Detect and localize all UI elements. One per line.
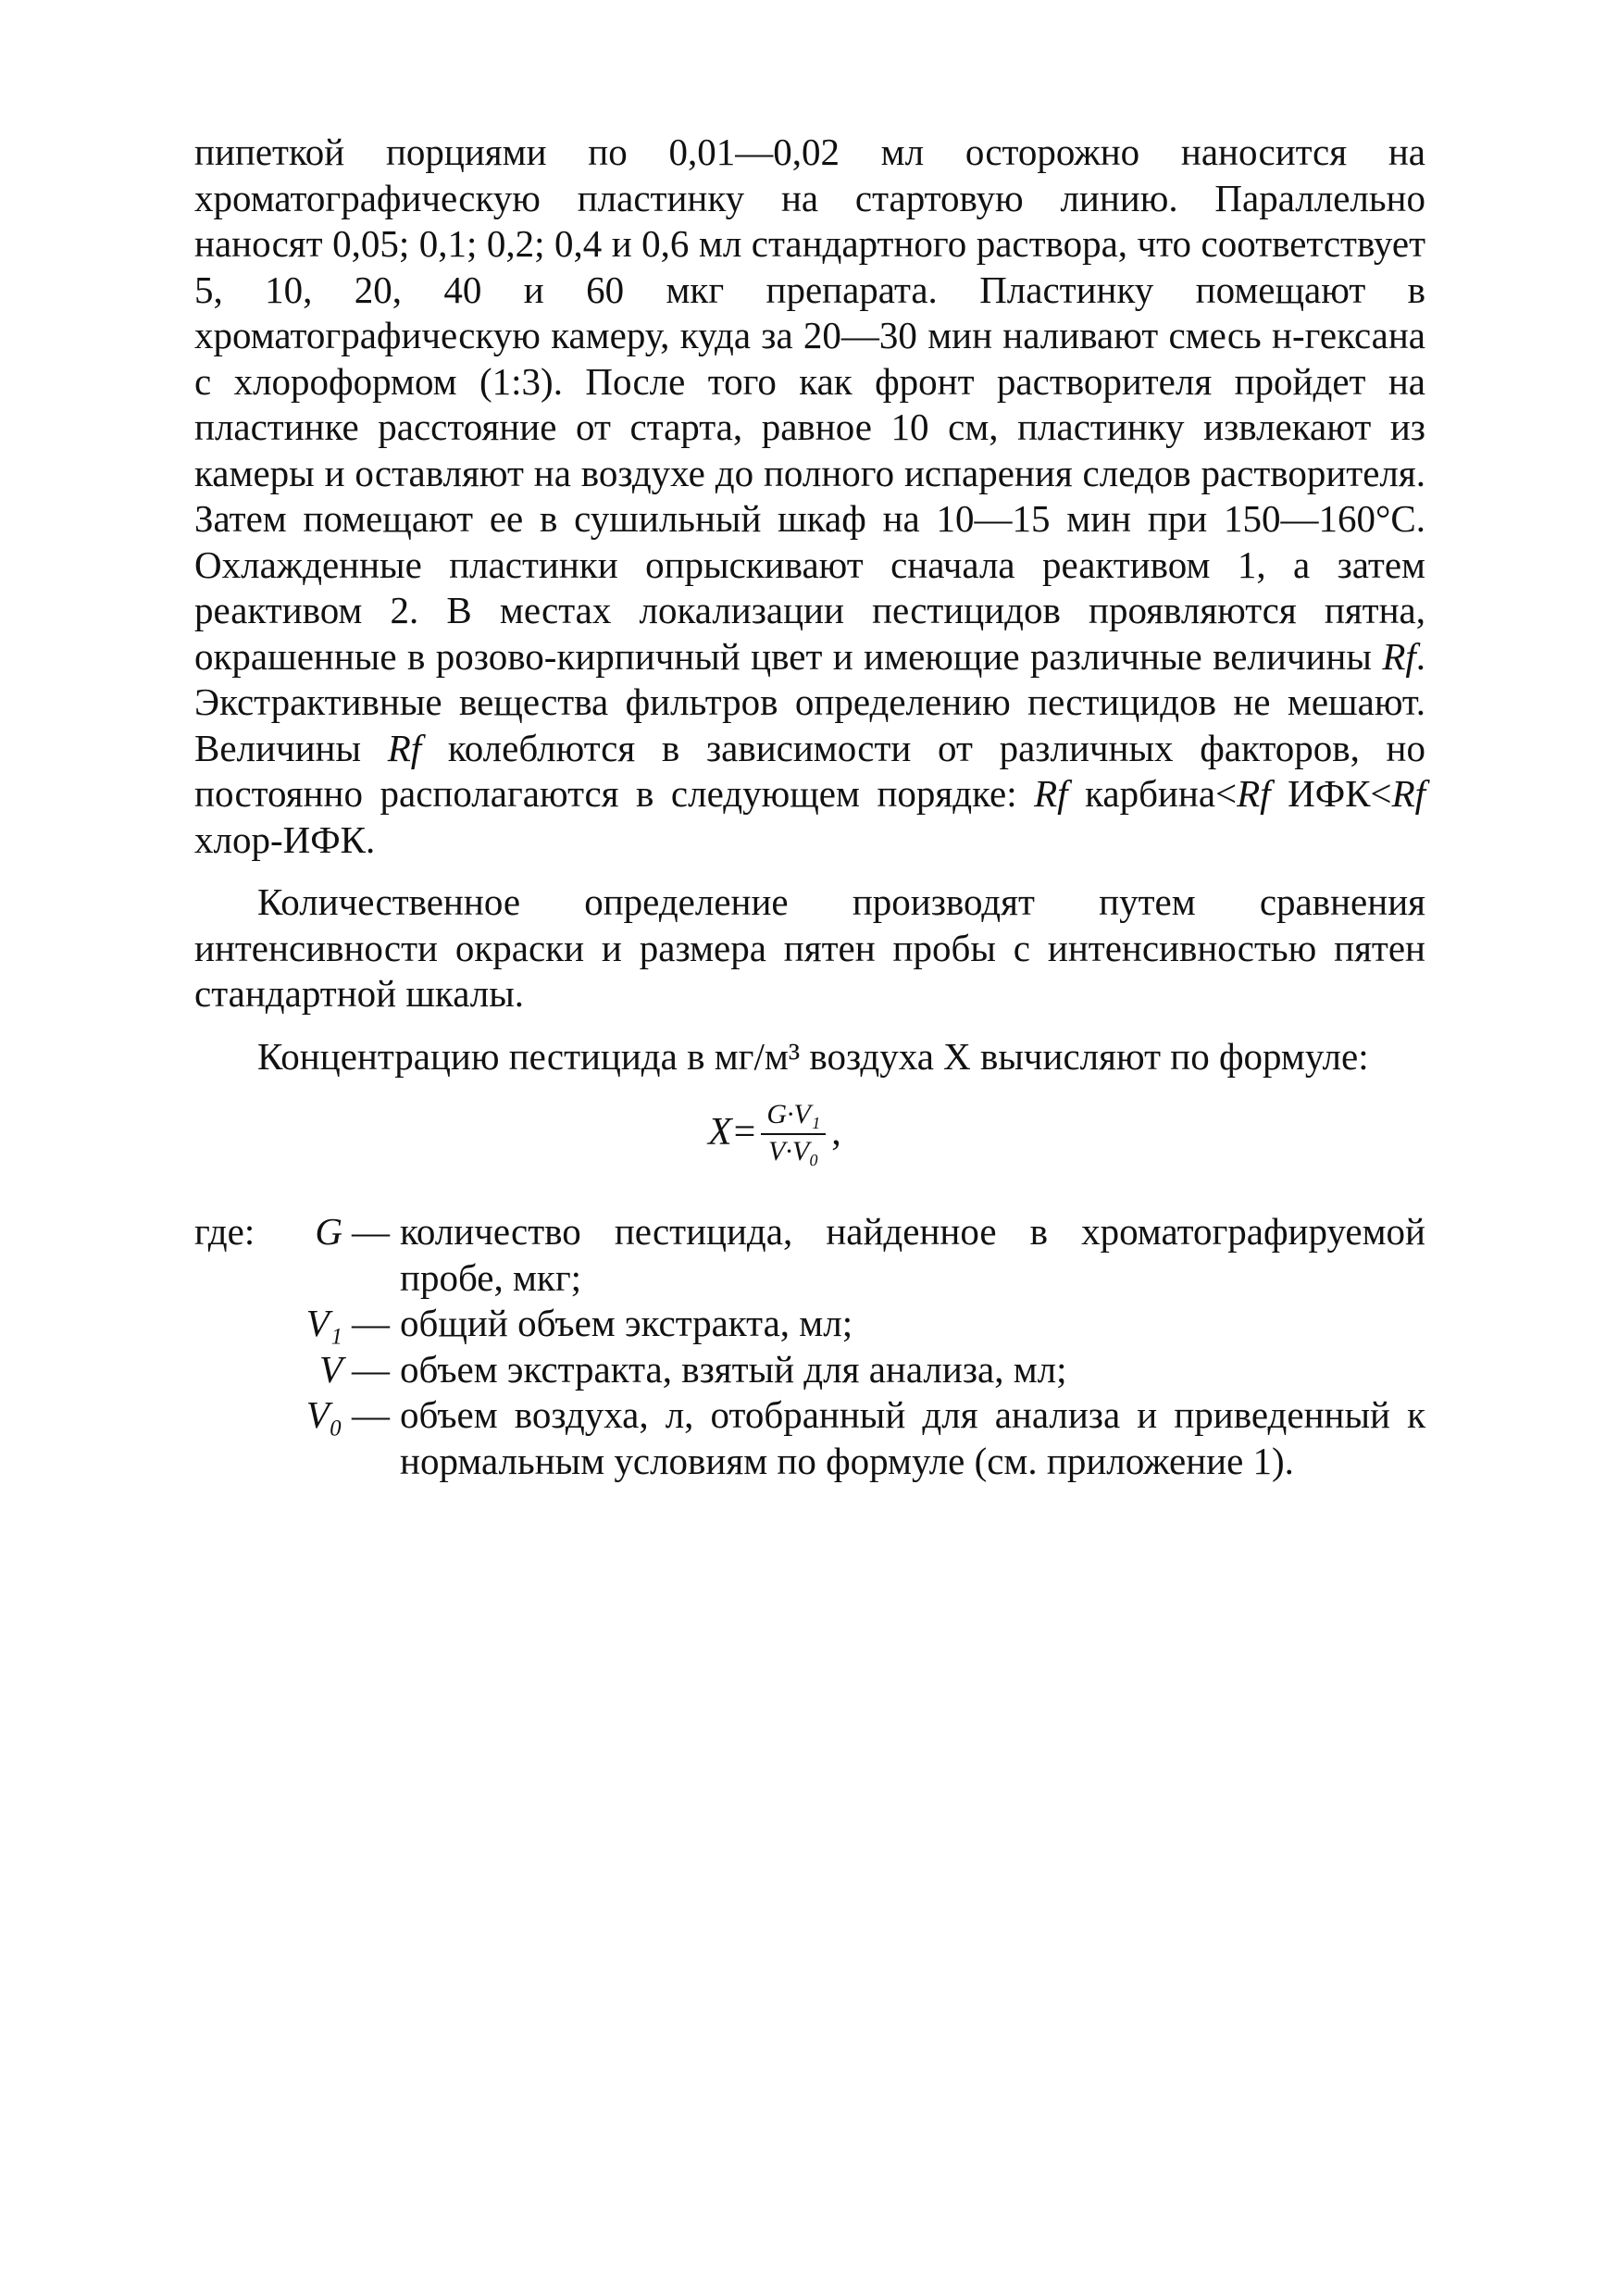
formula-lhs: X bbox=[708, 1111, 732, 1154]
paragraph-quantitative: Количественное определение производят путем сравнения интенсивности окраски и размера пятен пробы с интенсивностью пятен стандартной шкалы. bbox=[194, 880, 1425, 1015]
rf-symbol: Rf bbox=[1237, 772, 1271, 815]
formula-denominator: V·V₀ bbox=[768, 1136, 819, 1167]
definition-symbol: V bbox=[318, 1347, 342, 1391]
definition-dash: — bbox=[352, 1210, 390, 1253]
definition-dash: — bbox=[352, 1393, 390, 1436]
concentration-formula bbox=[708, 1100, 841, 1167]
formula-trail: , bbox=[831, 1111, 841, 1154]
paragraph-procedure bbox=[194, 130, 1425, 863]
rf-symbol: Rf bbox=[1382, 634, 1416, 678]
definition-text: количество пестицида, найденное в хроматографируемой пробе, мкг; bbox=[400, 1210, 1425, 1299]
paragraph-concentration: Концентрацию пестицида в мг/м³ воздуха X вычисляют по формуле: bbox=[257, 1034, 1369, 1078]
definition-text: общий объем экстракта, мл; bbox=[400, 1302, 853, 1344]
definition-row bbox=[194, 1209, 1425, 1301]
procedure-text-5: ИФК< bbox=[1270, 772, 1392, 815]
definitions-lead: где: bbox=[194, 1210, 255, 1253]
definition-symbol: V₁ bbox=[305, 1302, 342, 1344]
definition-text: объем воздуха, л, отобранный для анализа и приведенный к нормальным условиям по формуле (см. приложение 1). bbox=[400, 1393, 1425, 1482]
definition-symbol: G bbox=[315, 1210, 342, 1253]
rf-symbol: Rf bbox=[387, 726, 422, 769]
definition-dash: — bbox=[352, 1302, 390, 1344]
definition-row bbox=[194, 1301, 1425, 1347]
procedure-text-2: . Экстрактивные вещества фильтров определению пестицидов не мешают. Величины bbox=[194, 634, 1425, 769]
procedure-text-4: карбина< bbox=[1067, 772, 1238, 815]
definition-row bbox=[194, 1392, 1425, 1484]
definition-text: объем экстракта, взятый для анализа, мл; bbox=[400, 1347, 1067, 1391]
rf-symbol: Rf bbox=[1391, 772, 1425, 815]
formula-row bbox=[194, 1087, 1425, 1205]
formula-equals: = bbox=[733, 1111, 756, 1154]
variable-definitions bbox=[194, 1209, 1425, 1484]
formula-fraction bbox=[761, 1100, 826, 1167]
procedure-text-6: хлор-ИФК. bbox=[194, 817, 376, 861]
definition-symbol: V₀ bbox=[305, 1393, 342, 1436]
formula-numerator: G·V₁ bbox=[761, 1100, 826, 1135]
body-text bbox=[194, 130, 1425, 1484]
definition-row bbox=[194, 1347, 1425, 1393]
rf-symbol: Rf bbox=[1034, 772, 1068, 815]
procedure-text-3: колеблются в зависимости от различных факторов, но постоянно располагаются в следующем порядке: bbox=[194, 726, 1426, 815]
procedure-text-1: пипеткой порциями по 0,01—0,02 мл осторожно наносится на хроматографическую пластинку на стартовую линию. Параллельно наносят 0,05; 0,1; 0,2; 0,4 и 0,6 мл стандартного раствора, что соответствует 5, 10, 20, 40 и 60 мкг препарата. Пластинку помещают в хроматографическую камеру, куда за 20—30 мин наливают смесь н-гексана с хлороформом (1:3). После того как фронт растворителя пройдет на пластинке расстояние от старта, равное 10 см, пластинку извлекают из камеры и оставляют на воздухе до полного испарения следов растворителя. Затем помещают ее в сушильный шкаф на 10—15 мин при 150—160°С. Охлажденные пластинки опрыскивают сначала реактивом 1, а затем реактивом 2. В местах локализации пестицидов проявляются пятна, окрашенные в розово-кирпичный цвет и имеющие различные величины bbox=[194, 131, 1425, 678]
definition-dash: — bbox=[352, 1347, 390, 1391]
